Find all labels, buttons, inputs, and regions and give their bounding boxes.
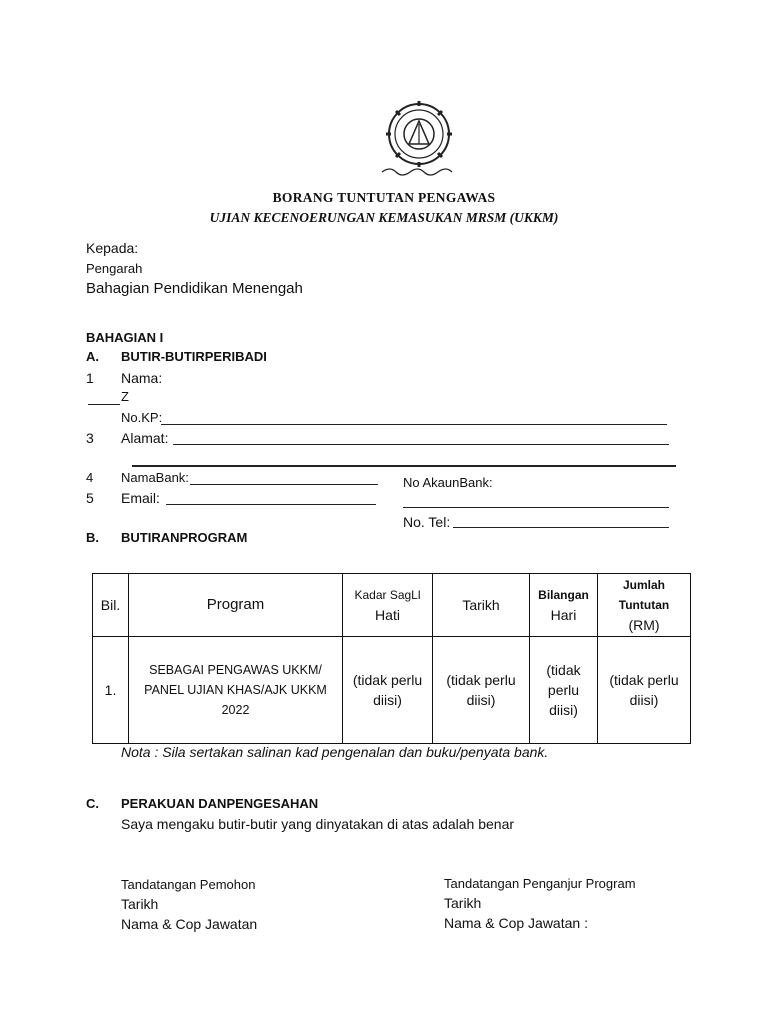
nama-underline [88,404,120,405]
cell-jumlah[interactable] [598,637,691,744]
cell-tarikh-line2: diisi) [466,692,496,708]
bahagian-label: Bahagian Pendidikan Menengah [86,280,303,297]
cell-jumlah-line2: diisi) [629,692,659,708]
email-label: Email: [121,490,160,506]
header-bil-text: Bil. [100,597,121,613]
header-kadar [343,574,433,637]
header-program [129,574,343,637]
nokp-field[interactable] [161,424,667,425]
header-bilangan [530,574,598,637]
email-field[interactable] [166,504,376,505]
title-line2: UJIAN KECENOERUNGAN KEMASUKAN MRSM (UKKM) [209,210,559,225]
header-jumlah [598,574,691,637]
cell-jumlah-line1: (tidak perlu [609,672,679,688]
cell-bilangan[interactable] [530,637,598,744]
mara-emblem-icon [376,98,462,178]
alamat-label: Alamat: [121,430,169,446]
section-a-title: BUTIR-BUTIRPERIBADI [121,349,267,364]
sign-right-nama: Nama & Cop Jawatan : [444,915,588,931]
table-row [93,637,691,744]
noakaun-field[interactable] [403,507,669,508]
section-a-letter: A. [86,349,99,364]
header-jumlah-line2: Tuntutan [618,598,670,612]
cell-kadar-line1: (tidak perlu [352,672,423,688]
sign-right-label: Tandatangan Penganjur Program [444,876,636,891]
item-number-5: 5 [86,490,94,506]
notel-label: No. Tel: [403,514,451,530]
kepada-label: Kepada: [86,240,139,256]
logo [376,98,462,178]
cell-bil [93,637,129,744]
header-tarikh [433,574,530,637]
sign-left-nama: Nama & Cop Jawatan [121,916,258,932]
header-jumlah-line3: (RM) [628,617,660,633]
header-bilangan-line2: Hari [550,607,577,623]
section-b-title: BUTIRANPROGRAM [121,530,248,545]
notel-field[interactable] [453,527,669,528]
cell-program-line1: SEBAGAI PENGAWAS UKKM/ [149,663,322,677]
nokp-label: No.KP: [121,410,163,425]
table-header-row [93,574,691,637]
section-heading: BAHAGIAN I [86,330,164,345]
program-table [92,573,691,744]
item-number-3: 3 [86,430,94,446]
item-number-4: 4 [86,470,94,485]
cell-kadar[interactable] [343,637,433,744]
header-bil [93,574,129,637]
cell-kadar-line2: diisi) [373,692,402,708]
header-tarikh-text: Tarikh [462,597,500,613]
cell-tarikh-line1: (tidak perlu [446,672,516,688]
header-kadar-line1: Kadar SagLl [354,588,421,602]
nama-label: Nama: [121,370,163,386]
section-c-letter: C. [86,796,99,811]
namabank-field[interactable] [190,484,378,485]
note-text: Nota : Sila sertakan salinan kad pengenalan dan buku/penyata bank. [121,744,549,760]
section-b-letter: B. [86,530,99,545]
cell-program-line3: 2022 [221,703,250,717]
alamat-field-1[interactable] [173,444,669,445]
sign-left-label: Tandatangan Pemohon [121,877,256,892]
cell-program-line2: PANEL UJIAN KHAS/AJK UKKM [144,683,327,697]
cell-bilangan-line1: (tidak [546,662,581,678]
item-number-1: 1 [86,370,94,386]
namabank-label: NamaBank: [121,470,189,485]
noakaun-label: No AkaunBank: [403,475,493,490]
title-line1: BORANG TUNTUTAN PENGAWAS [272,190,496,205]
declaration-statement: Saya mengaku butir-butir yang dinyatakan di atas adalah benar [121,816,515,832]
cell-bil-text: 1. [104,682,117,698]
sign-right-tarikh: Tarikh [444,895,482,911]
pengarah-label: Pengarah [86,261,143,276]
header-program-text: Program [206,596,265,613]
cell-program [129,637,343,744]
cell-tarikh[interactable] [433,637,530,744]
cell-bilangan-line3: diisi) [549,702,578,718]
cell-bilangan-line2: perlu [547,682,580,698]
section-c-title: PERAKUAN DANPENGESAHAN [121,796,319,811]
header-kadar-line2: Hati [375,607,400,623]
header-bilangan-line1: Bilangan [538,588,589,602]
sign-left-tarikh: Tarikh [121,896,159,912]
z-label: Z [121,389,129,404]
alamat-field-2[interactable] [132,465,676,467]
header-jumlah-line1: Jumlah [622,578,665,592]
